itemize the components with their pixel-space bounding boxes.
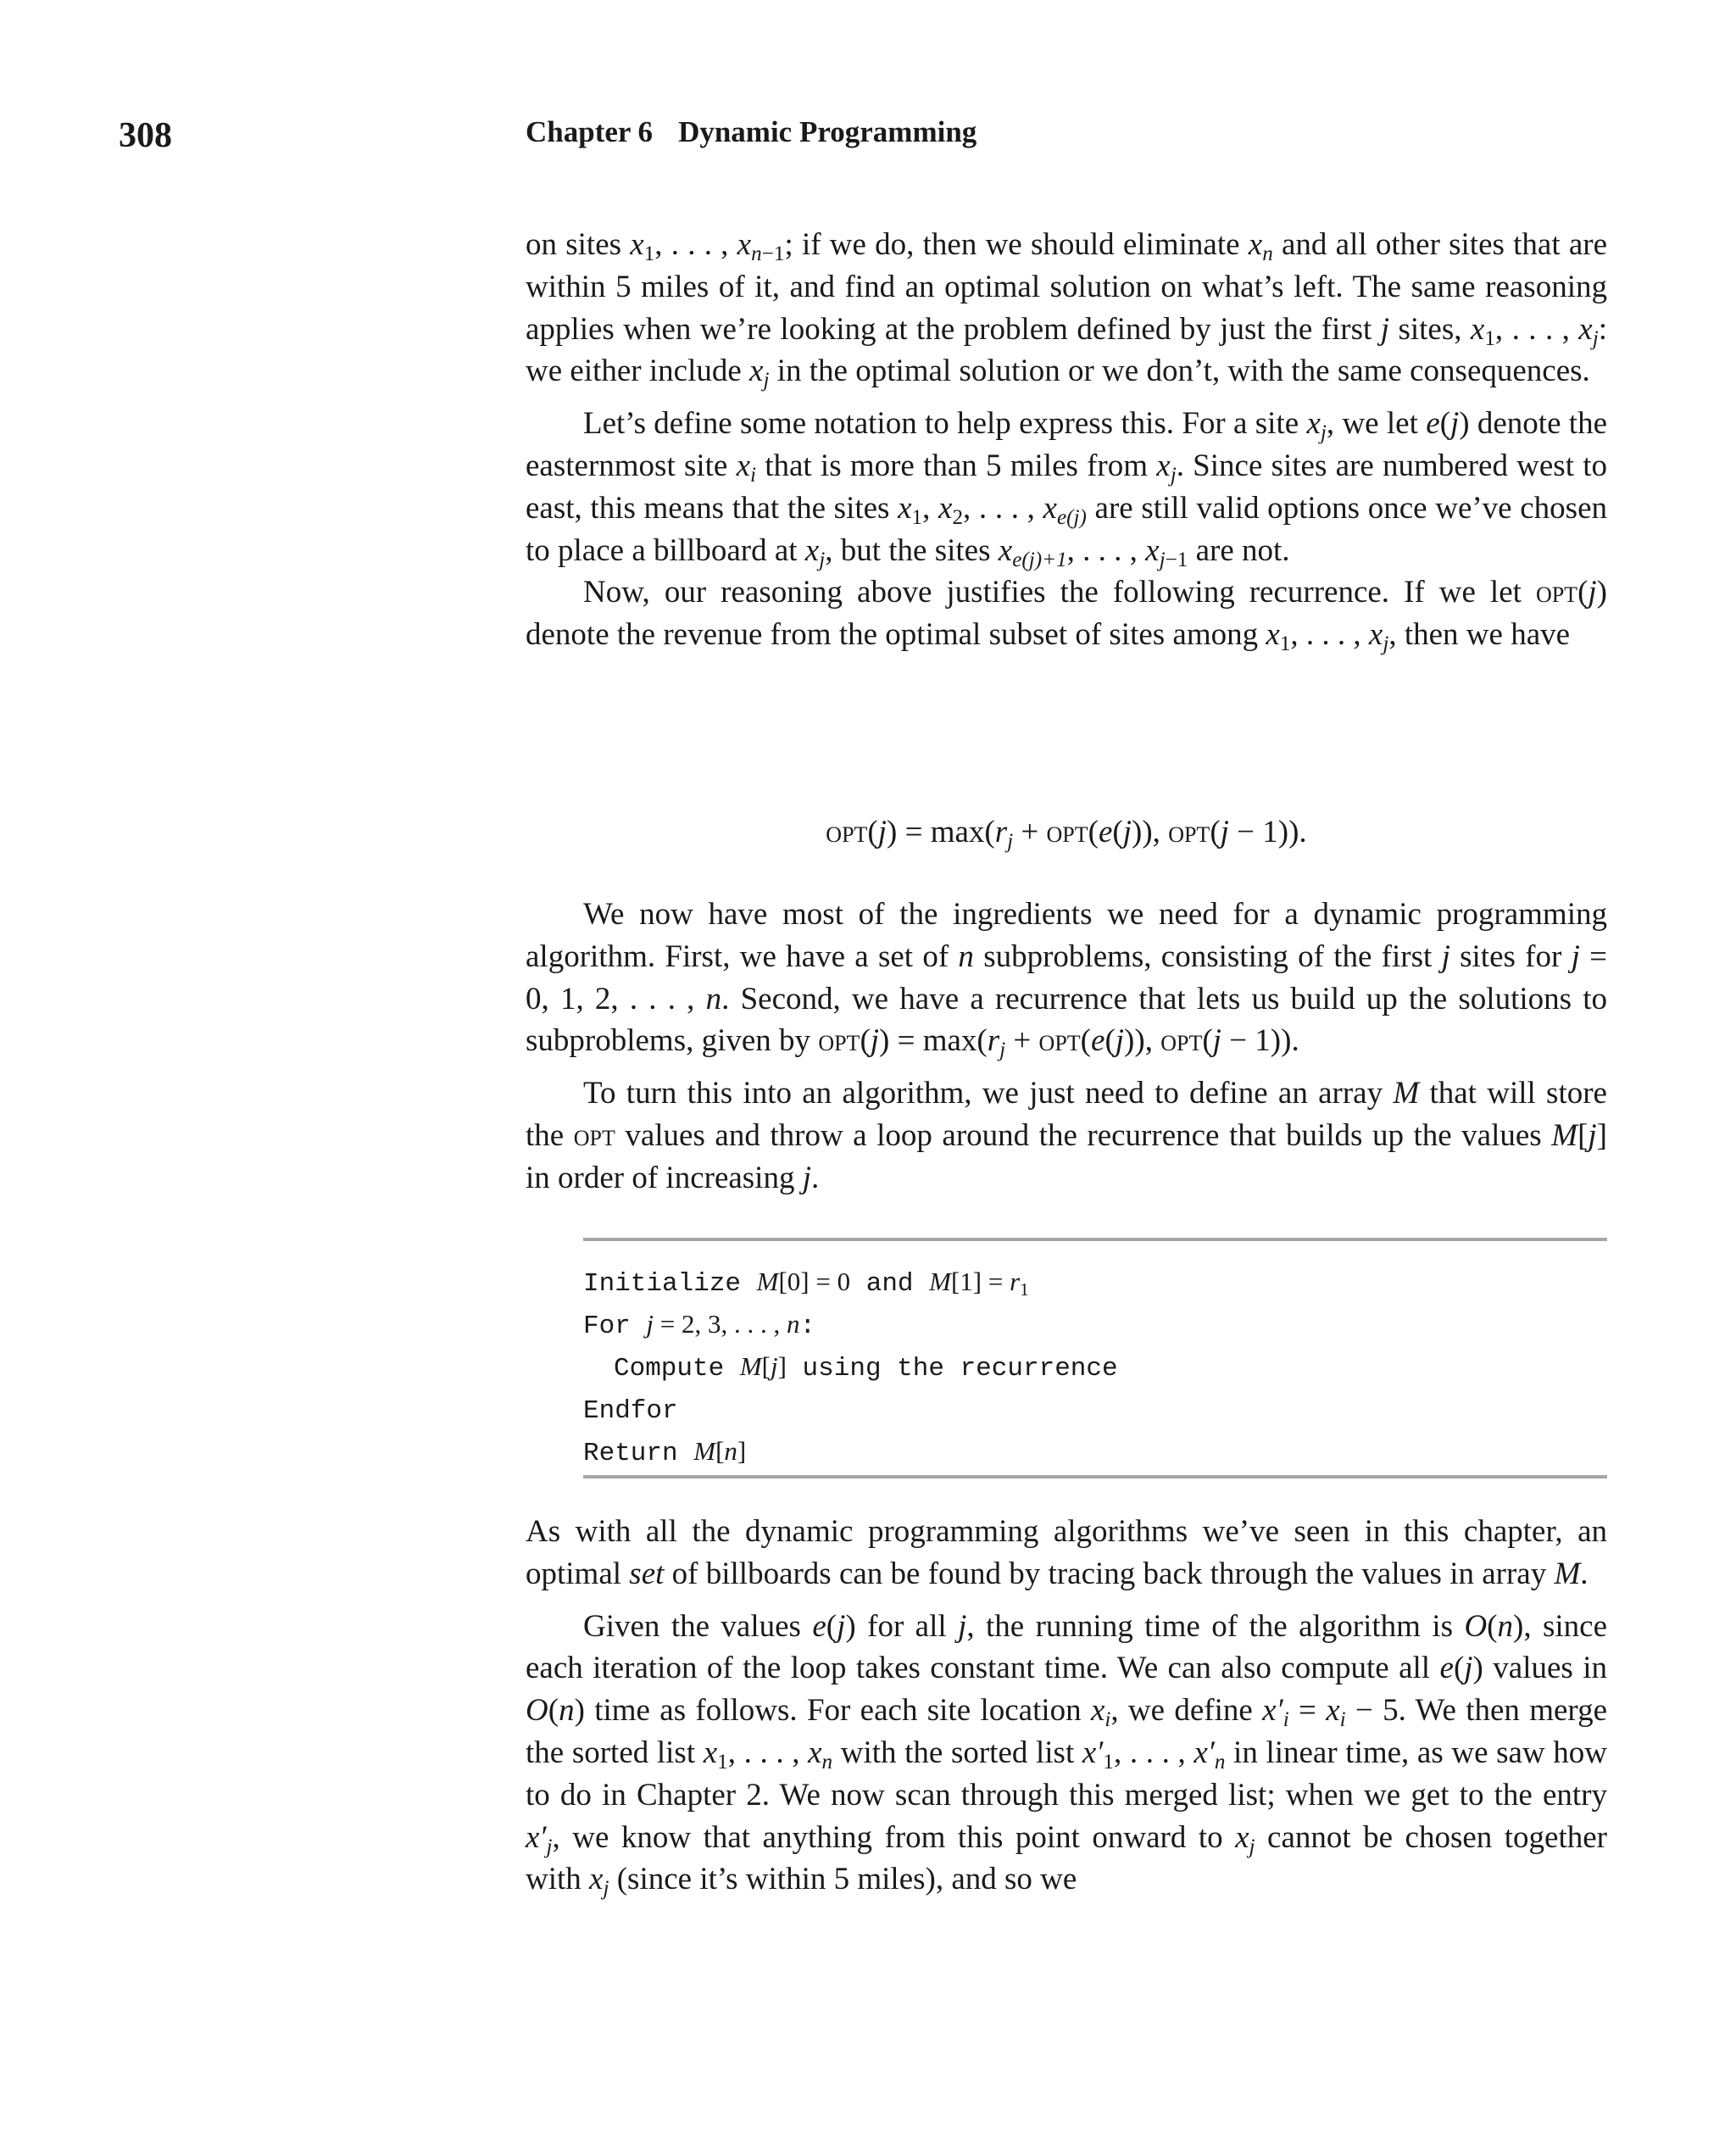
algorithm-line-3: Compute M[j] using the recurrence xyxy=(614,1351,1118,1384)
algorithm-line-4: Endfor xyxy=(583,1396,678,1426)
chapter-title: Dynamic Programming xyxy=(678,115,977,148)
display-equation: $opt(j) = \max(r_j + opt(e(j))$, opt(j − 1)). xyxy=(826,815,1307,854)
text-block-middle xyxy=(526,894,1607,1200)
chapter-label: Chapter 6 xyxy=(526,115,654,148)
algorithm-line-2: For j = 2, 3, . . . , n: xyxy=(583,1309,816,1341)
paragraph-1: on sites $x_1$, . . . , $x_{n-1}$; if we do, then we should eliminate $x_n$ and all other sites that are within 5 miles of it, and find an optimal solution on what’s left. The same reasoning applies when we’re looking at the problem defined by just the first j sites, $x_1$, . . . , $x_j$: we either include $x_j$ in the optimal solution or we don’t, with the same consequences. xyxy=(526,227,1608,393)
paragraph-6: As with all the dynamic programming algorithms we’ve seen in this chapter, an optimal set of billboards can be found by tracing back through the values in array M. xyxy=(526,1514,1607,1591)
text-block-top xyxy=(526,224,1607,656)
algorithm-line-1: Initialize M[0] = 0 and $M[1] = r_1$ xyxy=(583,1267,1029,1300)
paragraph-2: Let’s define some notation to help express this. For a site $x_j$, we let e(j) denote the easternmost site $x_i$ that is more than 5 miles from $x_j$. Since sites are numbered west to east, this means that the sites $x_1$, $x_2$, . . . , $x_{e(j)}$ are still valid options once we’ve chosen to place a billboard at $x_j$, but the sites $x_{e(j)+1}$, . . . , $x_{j-1}$ are not. xyxy=(526,406,1607,571)
algorithm-line-5: Return M[n] xyxy=(583,1436,747,1468)
paragraph-7: Given the values e(j) for all j, the running time of the algorithm is O(n), since each iteration of the loop takes constant time. We can also compute all e(j) values in O(n) time as follows. For each site location $x_i$, we define $x'_i = x_i - 5$. We then merge the sorted list $x_1$, . . . , $x_n$ with the sorted list $x'_1$, . . . , $x'_n$ in linear time, as we saw how to do in Chapter 2. We now scan through this merged list; when we get to the entry $x'_j$, we know that anything from this point onward to $x_j$ cannot be chosen together with $x_j$ (since it’s within 5 miles), and so we xyxy=(526,1608,1608,1901)
text-block-bottom xyxy=(526,1511,1607,1901)
paragraph-5: To turn this into an algorithm, we just need to define an array M that will store the opt values and throw a loop around the recurrence that builds up the values M[j] in order of increasing j. xyxy=(526,1076,1607,1195)
running-head xyxy=(526,115,976,149)
paragraph-3: Now, our reasoning above justifies the following recurrence. If we let opt(j) denote the revenue from the optimal subset of sites among $x_1$, . . . , $x_j$, then we have xyxy=(526,575,1607,656)
page-number: 308 xyxy=(119,116,172,155)
algorithm-box xyxy=(583,1238,1607,1479)
paragraph-4: We now have most of the ingredients we need for a dynamic programming algorithm. First, we have a set of n subproblems, consisting of the first j sites for j = 0, 1, 2, . . . , n. Second, we have a recurrence that lets us build up the solutions to subproblems, given by $opt(j) = \max(r_j + opt(e(j))$, opt(j − 1)). xyxy=(526,897,1608,1062)
